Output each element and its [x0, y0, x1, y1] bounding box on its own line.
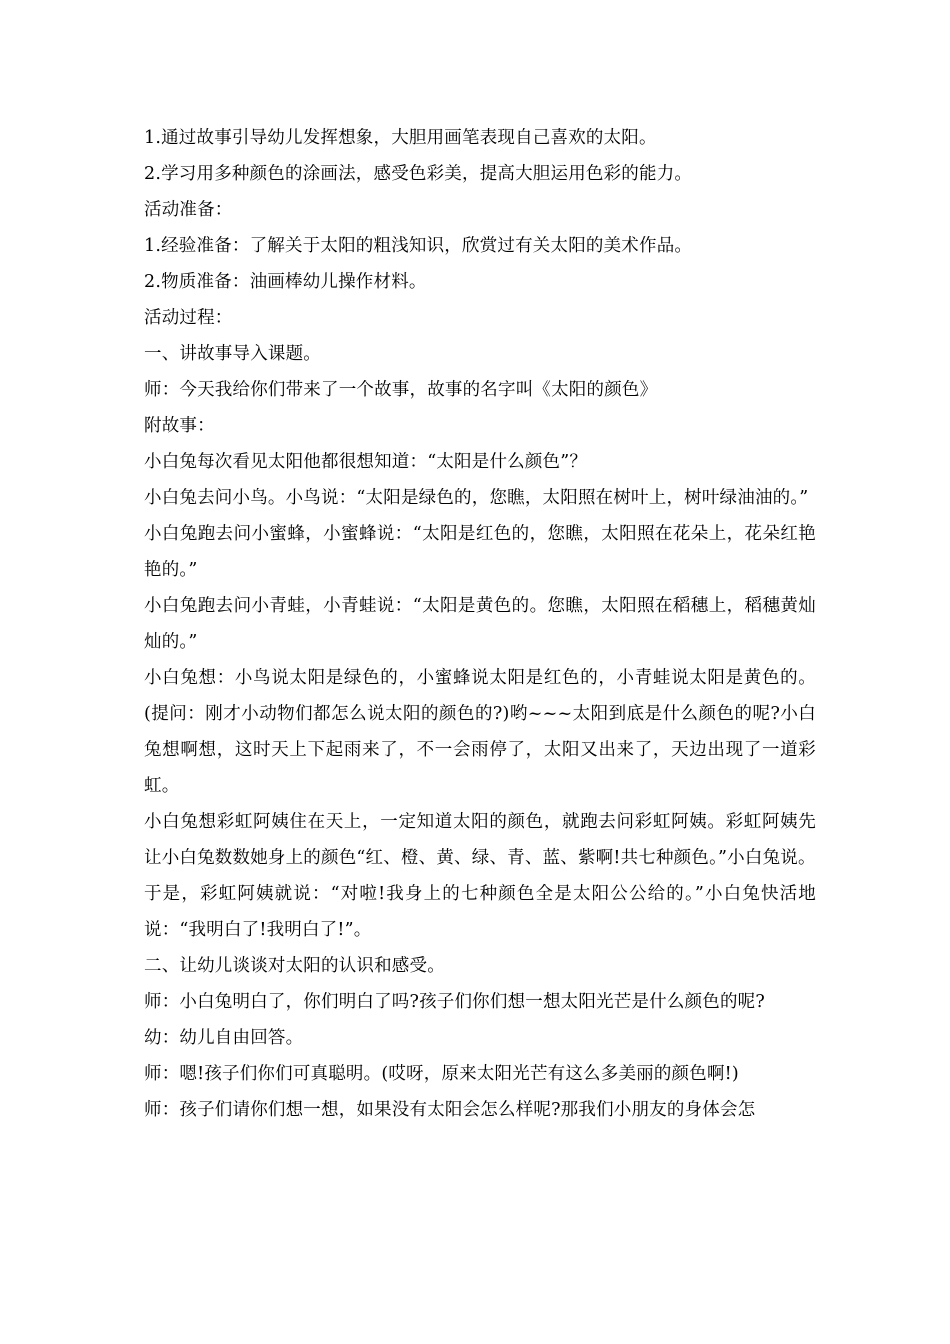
teacher-line: 师：嗯!孩子们你们可真聪明。(哎呀，原来太阳光芒有这么多美丽的颜色啊!): [144, 1064, 739, 1084]
teacher-line: 师：孩子们请你们想一想，如果没有太阳会怎么样呢?那我们小朋友的身体会怎: [144, 1100, 756, 1120]
goal-2: 2.学习用多种颜色的涂画法，感受色彩美，提高大胆运用色彩的能力。: [144, 164, 693, 184]
preparation-2: 2.物质准备：油画棒幼儿操作材料。: [144, 272, 427, 292]
goal-1: 1.通过故事引导幼儿发挥想象，大胆用画笔表现自己喜欢的太阳。: [144, 128, 657, 148]
process-step-1: 一、讲故事导入课题。: [144, 344, 321, 364]
story-paragraph: 小白兔跑去问小青蛙，小青蛙说：“太阳是黄色的。您瞧，太阳照在稻穗上，稻穗黄灿灿的。”: [144, 596, 816, 652]
story-paragraph: 小白兔跑去问小蜜蜂，小蜜蜂说：“太阳是红色的，您瞧，太阳照在花朵上，花朵红艳艳的。”: [144, 524, 816, 580]
section-heading-preparation: 活动准备：: [144, 200, 233, 220]
story-paragraph: 小白兔想彩虹阿姨住在天上，一定知道太阳的颜色，就跑去问彩虹阿姨。彩虹阿姨先让小白兔数数她身上的颜色“红、橙、黄、绿、青、蓝、紫啊!共七种颜色。”小白兔说。: [144, 812, 816, 868]
section-heading-process: 活动过程：: [144, 308, 233, 328]
document-body: [144, 120, 816, 1128]
story-paragraph: 小白兔想：小鸟说太阳是绿色的，小蜜蜂说太阳是红色的，小青蛙说太阳是黄色的。(提问：刚才小动物们都怎么说太阳的颜色的?)哟~~~太阳到底是什么颜色的呢?小白兔想啊想，这时天上下起雨来了，不一会雨停了，太阳又出来了，天边出现了一道彩虹。: [144, 668, 816, 796]
child-line: 幼：幼儿自由回答。: [144, 1028, 304, 1048]
story-heading: 附故事：: [144, 416, 215, 436]
story-paragraph: 小白兔每次看见太阳他都很想知道：“太阳是什么颜色”？: [144, 452, 588, 472]
process-step-2: 二、让幼儿谈谈对太阳的认识和感受。: [144, 956, 445, 976]
story-paragraph: 小白兔去问小鸟。小鸟说：“太阳是绿色的，您瞧，太阳照在树叶上，树叶绿油油的。”: [144, 488, 809, 508]
teacher-line: 师：小白兔明白了，你们明白了吗?孩子们你们想一想太阳光芒是什么颜色的呢?: [144, 992, 765, 1012]
teacher-line: 师：今天我给你们带来了一个故事，故事的名字叫《太阳的颜色》: [144, 380, 658, 400]
preparation-1: 1.经验准备：了解关于太阳的粗浅知识，欣赏过有关太阳的美术作品。: [144, 236, 693, 256]
story-paragraph: 于是，彩虹阿姨就说：“对啦!我身上的七种颜色全是太阳公公给的。”小白兔快活地说：“我明白了!我明白了!”。: [144, 884, 816, 940]
